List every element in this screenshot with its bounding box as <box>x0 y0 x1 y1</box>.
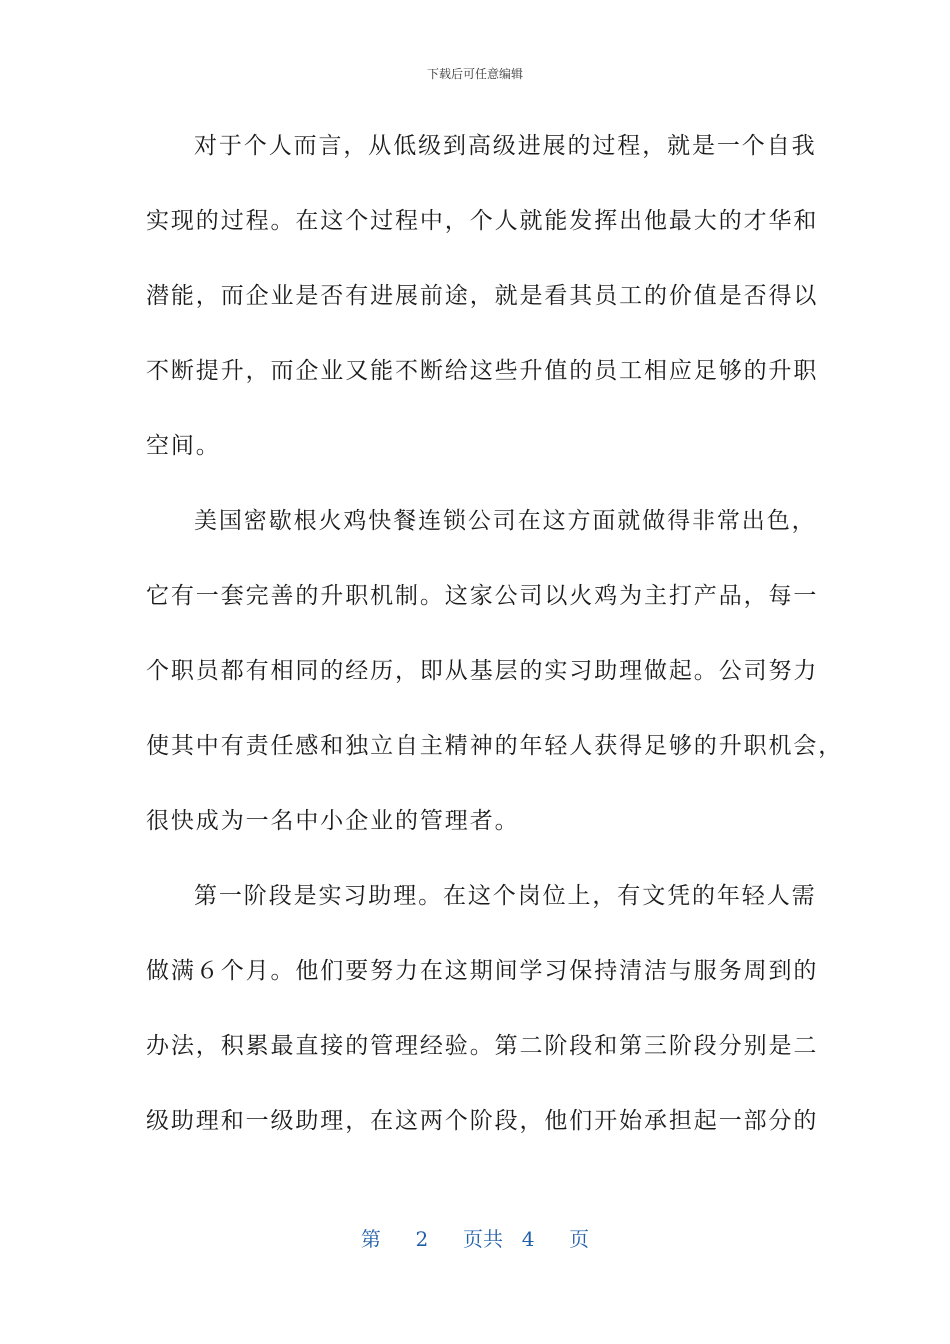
document-body <box>146 128 844 1178</box>
footer-current-page: 2 <box>415 1227 429 1251</box>
text-line: 美国密歇根火鸡快餐连锁公司在这方面就做得非常出色， <box>194 508 817 534</box>
text-line: 潜能，而企业是否有进展前途，就是看其员工的价值是否得以 <box>146 283 819 309</box>
footer-total-pages: 4 <box>521 1227 535 1251</box>
text-line: 很快成为一名中小企业的管理者。 <box>146 808 520 834</box>
paragraph-1 <box>146 128 819 503</box>
footer-middle: 页共 <box>463 1227 503 1251</box>
text-line: 做满６个月。他们要努力在这期间学习保持清洁与服务周到的 <box>146 958 819 984</box>
text-line: 个职员都有相同的经历，即从基层的实习助理做起。公司努力 <box>146 658 819 684</box>
text-line: 空间。 <box>146 433 221 459</box>
text-line: 级助理和一级助理，在这两个阶段，他们开始承担起一部分的 <box>146 1108 819 1134</box>
text-line: 第一阶段是实习助理。在这个岗位上，有文凭的年轻人需 <box>194 883 817 909</box>
page-footer <box>0 1226 950 1252</box>
text-line: 办法，积累最直接的管理经验。第二阶段和第三阶段分别是二 <box>146 1033 819 1059</box>
header-note: 下载后可任意编辑 <box>426 67 523 81</box>
page-header <box>0 66 950 82</box>
text-line: 它有一套完善的升职机制。这家公司以火鸡为主打产品，每一 <box>146 583 819 609</box>
text-line: 对于个人而言，从低级到高级进展的过程，就是一个自我 <box>194 133 817 159</box>
text-line: 使其中有责任感和独立自主精神的年轻人获得足够的升职机会， <box>146 733 844 759</box>
text-line: 实现的过程。在这个过程中，个人就能发挥出他最大的才华和 <box>146 208 819 234</box>
text-line: 不断提升，而企业又能不断给这些升值的员工相应足够的升职 <box>146 358 819 384</box>
footer-prefix: 第 <box>360 1227 381 1251</box>
paragraph-3 <box>146 878 819 1178</box>
paragraph-2 <box>146 503 844 878</box>
footer-suffix: 页 <box>569 1227 590 1251</box>
